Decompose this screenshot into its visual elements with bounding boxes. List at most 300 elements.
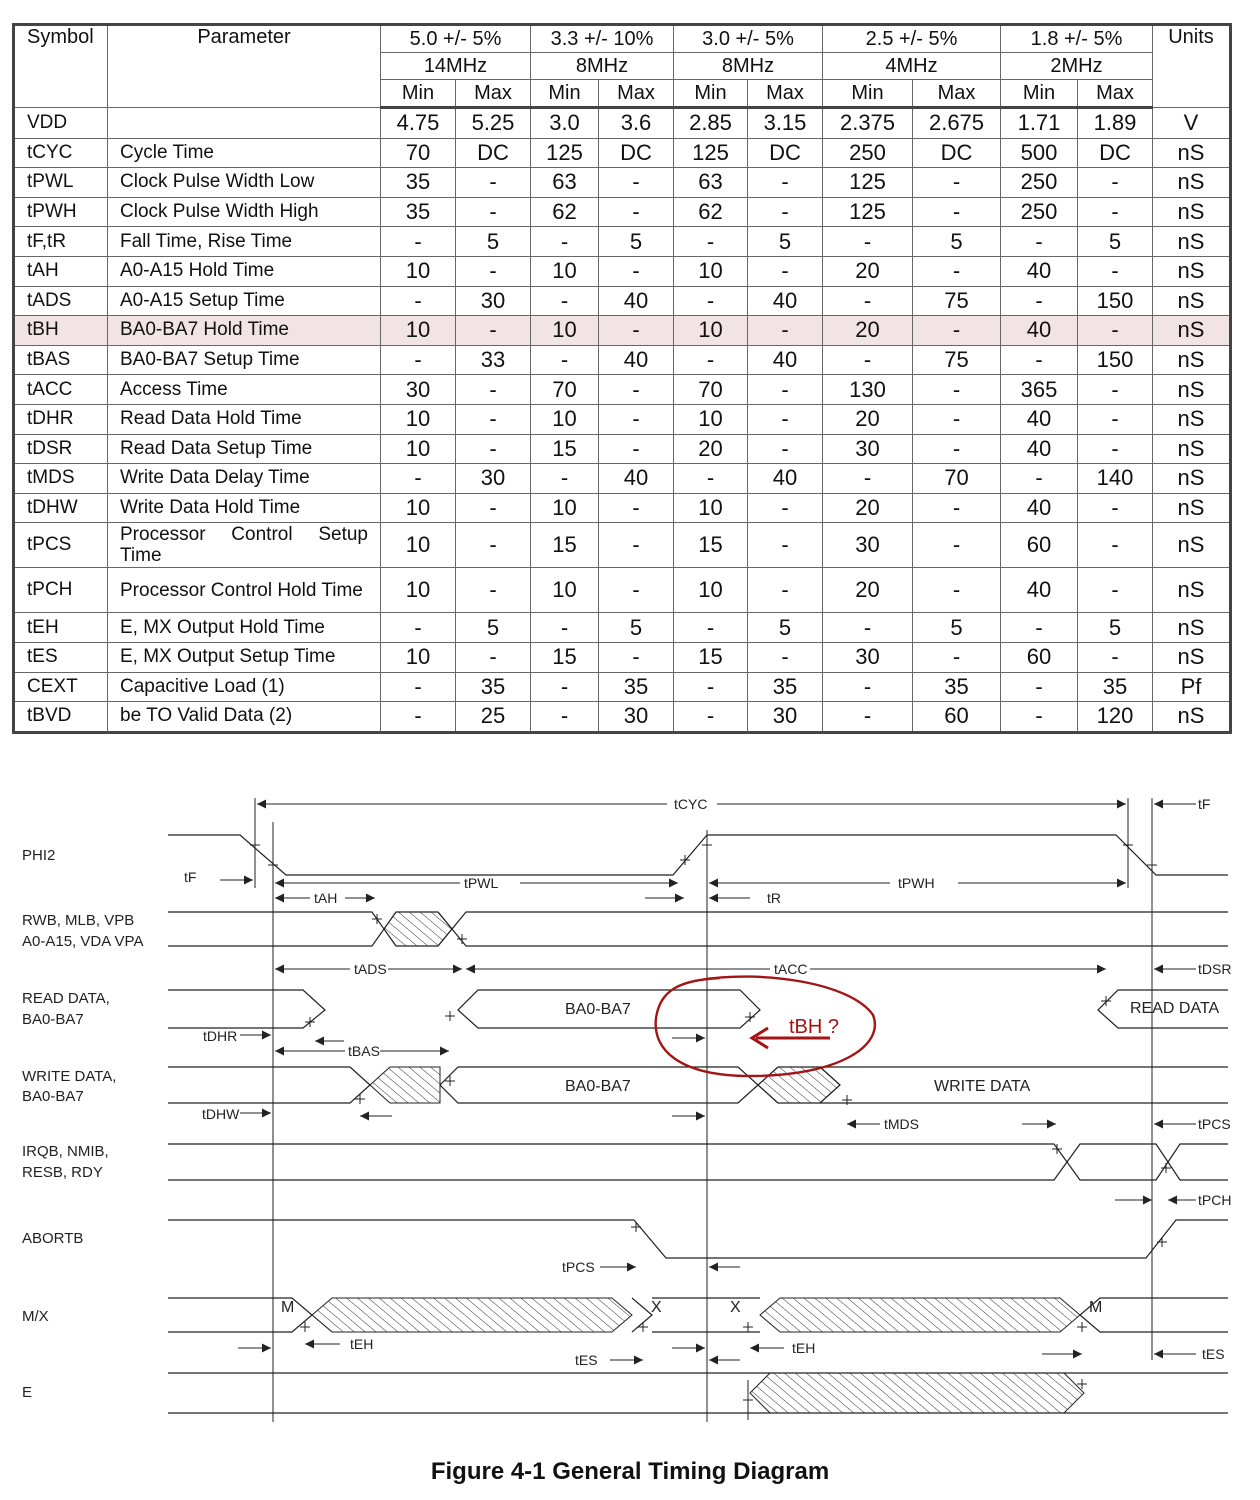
value-cell: 70 <box>674 375 748 405</box>
unit-cell: nS <box>1153 493 1231 523</box>
value-cell: - <box>456 197 531 227</box>
signal-write-ba-label: BA0-BA7 <box>22 1088 84 1105</box>
value-cell: - <box>913 256 1001 286</box>
value-cell: 15 <box>531 523 599 568</box>
value-cell: - <box>599 256 674 286</box>
value-cell: 40 <box>748 286 823 316</box>
table-row <box>14 493 1231 523</box>
value-cell: - <box>913 568 1001 613</box>
value-cell: 10 <box>531 404 599 434</box>
unit-cell: nS <box>1153 404 1231 434</box>
value-cell: 75 <box>913 345 1001 375</box>
value-cell: - <box>913 197 1001 227</box>
value-cell: - <box>674 613 748 643</box>
tpcs-mid-label: tPCS <box>562 1259 595 1275</box>
tbas-label: tBAS <box>348 1043 380 1059</box>
value-cell: - <box>381 672 456 702</box>
value-cell: 30 <box>381 375 456 405</box>
value-cell: - <box>599 434 674 464</box>
value-cell: 5 <box>456 227 531 257</box>
value-cell: 40 <box>1001 493 1078 523</box>
value-cell: 3.15 <box>748 108 823 139</box>
value-cell: 125 <box>823 168 913 198</box>
table-row <box>14 168 1231 198</box>
value-cell: 10 <box>381 568 456 613</box>
parameter-cell: be TO Valid Data (2) <box>108 702 381 733</box>
value-cell: - <box>456 642 531 672</box>
write-ba-bus-label: BA0-BA7 <box>565 1078 631 1095</box>
value-cell: - <box>913 316 1001 346</box>
value-cell: 63 <box>674 168 748 198</box>
value-cell: 15 <box>674 642 748 672</box>
value-cell: - <box>1078 168 1153 198</box>
value-cell: 150 <box>1078 286 1153 316</box>
value-cell: 5 <box>599 227 674 257</box>
signal-abortb-label: ABORTB <box>22 1230 84 1247</box>
signal-write-data-label: WRITE DATA, <box>22 1068 117 1085</box>
value-cell: 10 <box>381 256 456 286</box>
value-cell: 25 <box>456 702 531 733</box>
value-cell: 10 <box>674 493 748 523</box>
value-cell: - <box>599 642 674 672</box>
teh-first-label: tEH <box>350 1336 374 1352</box>
value-cell: - <box>823 345 913 375</box>
value-cell: - <box>748 168 823 198</box>
table-body <box>14 108 1231 733</box>
value-cell: - <box>1078 256 1153 286</box>
parameter-cell: Processor Control Setup Time <box>108 523 381 568</box>
value-cell: 35 <box>913 672 1001 702</box>
symbol-cell: tADS <box>14 286 108 316</box>
value-cell: - <box>1078 404 1153 434</box>
header-max: Max <box>748 80 823 108</box>
value-cell: - <box>1078 434 1153 464</box>
header-symbol: Symbol <box>14 25 108 108</box>
symbol-cell: tBAS <box>14 345 108 375</box>
value-cell: 5 <box>1078 613 1153 643</box>
table-row <box>14 613 1231 643</box>
value-cell: 33 <box>456 345 531 375</box>
symbol-cell: tDHR <box>14 404 108 434</box>
value-cell: 10 <box>381 434 456 464</box>
value-cell: - <box>823 672 913 702</box>
header-frequency: 8MHz <box>674 53 823 80</box>
table-row <box>14 523 1231 568</box>
value-cell: 130 <box>823 375 913 405</box>
read-data-bus-label: READ DATA <box>1130 1000 1220 1017</box>
value-cell: 20 <box>674 434 748 464</box>
header-max: Max <box>913 80 1001 108</box>
value-cell: - <box>913 375 1001 405</box>
tdhw-label: tDHW <box>202 1106 240 1122</box>
value-cell: - <box>381 227 456 257</box>
value-cell: 1.89 <box>1078 108 1153 139</box>
value-cell: 30 <box>823 523 913 568</box>
value-cell: - <box>599 316 674 346</box>
table-row <box>14 375 1231 405</box>
value-cell: - <box>531 464 599 494</box>
parameter-cell: Clock Pulse Width High <box>108 197 381 227</box>
tmds-label: tMDS <box>884 1116 919 1132</box>
tpwl-label: tPWL <box>464 875 499 891</box>
value-cell: - <box>823 613 913 643</box>
value-cell: 40 <box>1001 404 1078 434</box>
tacc-label: tACC <box>774 961 808 977</box>
value-cell: 62 <box>531 197 599 227</box>
value-cell: 3.6 <box>599 108 674 139</box>
symbol-cell: tPWL <box>14 168 108 198</box>
parameter-cell: Read Data Hold Time <box>108 404 381 434</box>
symbol-cell: tES <box>14 642 108 672</box>
value-cell: 40 <box>1001 434 1078 464</box>
annotation-circle <box>656 977 875 1076</box>
value-cell: 60 <box>1001 642 1078 672</box>
tads-label: tADS <box>354 961 387 977</box>
value-cell: - <box>1078 375 1153 405</box>
value-cell: - <box>456 493 531 523</box>
value-cell: - <box>674 672 748 702</box>
value-cell: 35 <box>599 672 674 702</box>
signal-address-label: A0-A15, VDA VPA <box>22 933 144 950</box>
value-cell: 5 <box>1078 227 1153 257</box>
value-cell: - <box>456 568 531 613</box>
value-cell: 1.71 <box>1001 108 1078 139</box>
table-row <box>14 316 1231 346</box>
signal-read-ba-label: BA0-BA7 <box>22 1011 84 1028</box>
value-cell: 5 <box>748 227 823 257</box>
table-row <box>14 286 1231 316</box>
tbh-question-label: tBH ? <box>789 1016 840 1038</box>
value-cell: 120 <box>1078 702 1153 733</box>
value-cell: - <box>1078 316 1153 346</box>
value-cell: - <box>599 197 674 227</box>
header-min: Min <box>1001 80 1078 108</box>
value-cell: - <box>531 702 599 733</box>
parameter-cell <box>108 108 381 139</box>
tpcs-right-label: tPCS <box>1198 1116 1231 1132</box>
value-cell: 40 <box>599 345 674 375</box>
value-cell: 15 <box>531 434 599 464</box>
parameter-cell: BA0-BA7 Setup Time <box>108 345 381 375</box>
symbol-cell: tDHW <box>14 493 108 523</box>
signal-rwb-label: RWB, MLB, VPB <box>22 912 135 929</box>
header-max: Max <box>456 80 531 108</box>
header-min: Min <box>823 80 913 108</box>
figure-caption: Figure 4-1 General Timing Diagram <box>430 1458 830 1485</box>
value-cell: - <box>748 316 823 346</box>
value-cell: - <box>1078 568 1153 613</box>
unit-cell: nS <box>1153 286 1231 316</box>
symbol-cell: VDD <box>14 108 108 139</box>
symbol-cell: tF,tR <box>14 227 108 257</box>
parameter-cell: Clock Pulse Width Low <box>108 168 381 198</box>
value-cell: 365 <box>1001 375 1078 405</box>
value-cell: - <box>531 227 599 257</box>
unit-cell: V <box>1153 108 1231 139</box>
value-cell: 35 <box>748 672 823 702</box>
unit-cell: nS <box>1153 434 1231 464</box>
value-cell: 15 <box>531 642 599 672</box>
value-cell: 20 <box>823 316 913 346</box>
table-row <box>14 256 1231 286</box>
value-cell: - <box>456 404 531 434</box>
table-row <box>14 672 1231 702</box>
value-cell: - <box>1001 286 1078 316</box>
parameter-cell: Read Data Setup Time <box>108 434 381 464</box>
value-cell: - <box>748 523 823 568</box>
table-row <box>14 464 1231 494</box>
mx-x-first-label: X <box>651 1299 662 1316</box>
table-row <box>14 227 1231 257</box>
value-cell: 250 <box>823 138 913 168</box>
tbh-annotation <box>656 977 875 1076</box>
value-cell: 40 <box>1001 316 1078 346</box>
tdhr-label: tDHR <box>203 1028 238 1044</box>
header-voltage: 3.3 +/- 10% <box>531 25 674 53</box>
value-cell: 125 <box>823 197 913 227</box>
abortb-waveform <box>168 1220 1228 1258</box>
tah-label: tAH <box>314 890 338 906</box>
table-row <box>14 138 1231 168</box>
value-cell: 10 <box>381 523 456 568</box>
table-row <box>14 568 1231 613</box>
mx-m-first-label: M <box>281 1299 295 1316</box>
value-cell: 10 <box>674 568 748 613</box>
address-waveform <box>168 912 1228 946</box>
value-cell: 125 <box>531 138 599 168</box>
value-cell: 30 <box>748 702 823 733</box>
unit-cell: nS <box>1153 138 1231 168</box>
value-cell: 10 <box>674 404 748 434</box>
table-row <box>14 404 1231 434</box>
parameter-cell: Processor Control Hold Time <box>108 568 381 613</box>
value-cell: 10 <box>531 568 599 613</box>
value-cell: 3.0 <box>531 108 599 139</box>
value-cell: - <box>748 256 823 286</box>
value-cell: - <box>1078 523 1153 568</box>
value-cell: 63 <box>531 168 599 198</box>
value-cell: - <box>674 227 748 257</box>
value-cell: - <box>674 464 748 494</box>
value-cell: - <box>531 286 599 316</box>
tf-top-label: tF <box>1198 796 1211 812</box>
value-cell: 35 <box>456 672 531 702</box>
value-cell: - <box>381 613 456 643</box>
header-voltage: 3.0 +/- 5% <box>674 25 823 53</box>
value-cell: - <box>1078 642 1153 672</box>
value-cell: - <box>1001 613 1078 643</box>
unit-cell: nS <box>1153 642 1231 672</box>
signal-irq-label: IRQB, NMIB, <box>22 1143 109 1160</box>
value-cell: - <box>599 168 674 198</box>
value-cell: - <box>456 256 531 286</box>
value-cell: 10 <box>381 316 456 346</box>
value-cell: 35 <box>381 197 456 227</box>
value-cell: 10 <box>531 493 599 523</box>
value-cell: 30 <box>823 642 913 672</box>
value-cell: 15 <box>674 523 748 568</box>
value-cell: DC <box>913 138 1001 168</box>
value-cell: - <box>748 642 823 672</box>
parameter-cell: Access Time <box>108 375 381 405</box>
unit-cell: nS <box>1153 168 1231 198</box>
unit-cell: nS <box>1153 613 1231 643</box>
symbol-cell: tDSR <box>14 434 108 464</box>
unit-cell: nS <box>1153 316 1231 346</box>
value-cell: 5 <box>599 613 674 643</box>
signal-read-data-label: READ DATA, <box>22 990 110 1007</box>
unit-cell: nS <box>1153 375 1231 405</box>
header-max: Max <box>1078 80 1153 108</box>
unit-cell: nS <box>1153 702 1231 733</box>
unit-cell: nS <box>1153 464 1231 494</box>
tpch-label: tPCH <box>1198 1192 1232 1208</box>
value-cell: - <box>748 568 823 613</box>
symbol-cell: tAH <box>14 256 108 286</box>
value-cell: - <box>381 286 456 316</box>
signal-labels <box>22 847 143 1401</box>
header-voltage: 1.8 +/- 5% <box>1001 25 1153 53</box>
value-cell: - <box>599 493 674 523</box>
value-cell: - <box>913 168 1001 198</box>
value-cell: 10 <box>674 316 748 346</box>
value-cell: 5 <box>748 613 823 643</box>
value-cell: - <box>674 345 748 375</box>
table-row <box>14 642 1231 672</box>
teh-second-label: tEH <box>792 1340 816 1356</box>
value-cell: - <box>823 464 913 494</box>
value-cell: - <box>823 702 913 733</box>
value-cell: - <box>1001 672 1078 702</box>
value-cell: 20 <box>823 256 913 286</box>
value-cell: - <box>1001 464 1078 494</box>
value-cell: 250 <box>1001 197 1078 227</box>
value-cell: 10 <box>381 493 456 523</box>
value-cell: - <box>913 434 1001 464</box>
value-cell: - <box>748 434 823 464</box>
unit-cell: nS <box>1153 568 1231 613</box>
unit-cell: nS <box>1153 523 1231 568</box>
value-cell: - <box>381 464 456 494</box>
read-ba-bus-label: BA0-BA7 <box>565 1001 631 1018</box>
value-cell: 30 <box>823 434 913 464</box>
value-cell: - <box>599 568 674 613</box>
value-cell: - <box>748 493 823 523</box>
tpwh-label: tPWH <box>898 875 935 891</box>
value-cell: - <box>456 434 531 464</box>
value-cell: - <box>599 523 674 568</box>
value-cell: - <box>1001 345 1078 375</box>
value-cell: DC <box>599 138 674 168</box>
value-cell: 250 <box>1001 168 1078 198</box>
write-data-waveform <box>168 1067 370 1103</box>
header-min: Min <box>674 80 748 108</box>
parameter-cell: Write Data Delay Time <box>108 464 381 494</box>
unit-cell: nS <box>1153 345 1231 375</box>
irq-waveform <box>168 1144 1228 1180</box>
parameter-cell: Cycle Time <box>108 138 381 168</box>
timing-spec-table <box>12 23 1232 734</box>
value-cell: 70 <box>531 375 599 405</box>
unit-cell: nS <box>1153 197 1231 227</box>
table-row <box>14 108 1231 139</box>
symbol-cell: tBVD <box>14 702 108 733</box>
timing-diagram <box>0 770 1260 1450</box>
value-cell: 5 <box>456 613 531 643</box>
value-cell: 40 <box>1001 256 1078 286</box>
tes-second-label: tES <box>1202 1346 1225 1362</box>
signal-mx-label: M/X <box>22 1308 49 1325</box>
value-cell: 40 <box>748 345 823 375</box>
signal-resb-label: RESB, RDY <box>22 1164 103 1181</box>
value-cell: 5 <box>913 227 1001 257</box>
read-data-waveform <box>168 990 325 1028</box>
table-row <box>14 702 1231 733</box>
header-frequency: 4MHz <box>823 53 1001 80</box>
value-cell: 10 <box>381 404 456 434</box>
hatched-regions <box>312 912 1084 1413</box>
value-cell: 30 <box>456 286 531 316</box>
symbol-cell: tPCS <box>14 523 108 568</box>
parameter-cell: Write Data Hold Time <box>108 493 381 523</box>
value-cell: 5.25 <box>456 108 531 139</box>
table-header <box>14 25 1231 108</box>
value-cell: DC <box>748 138 823 168</box>
symbol-cell: tPWH <box>14 197 108 227</box>
table-row <box>14 434 1231 464</box>
value-cell: 10 <box>531 316 599 346</box>
symbol-cell: tBH <box>14 316 108 346</box>
value-cell: 2.85 <box>674 108 748 139</box>
value-cell: - <box>531 672 599 702</box>
value-cell: - <box>531 345 599 375</box>
value-cell: - <box>748 197 823 227</box>
header-voltage: 2.5 +/- 5% <box>823 25 1001 53</box>
tes-first-label: tES <box>575 1352 598 1368</box>
value-cell: 20 <box>823 568 913 613</box>
value-cell: - <box>748 404 823 434</box>
value-cell: DC <box>1078 138 1153 168</box>
value-cell: - <box>599 404 674 434</box>
header-voltage: 5.0 +/- 5% <box>381 25 531 53</box>
value-cell: 5 <box>913 613 1001 643</box>
value-cell: - <box>531 613 599 643</box>
symbol-cell: tEH <box>14 613 108 643</box>
symbol-cell: tCYC <box>14 138 108 168</box>
mx-m-second-label: M <box>1089 1299 1103 1316</box>
mx-x-second-label: X <box>730 1299 741 1316</box>
value-cell: 125 <box>674 138 748 168</box>
unit-cell: Pf <box>1153 672 1231 702</box>
signal-phi2-label: PHI2 <box>22 847 56 864</box>
parameter-cell: A0-A15 Setup Time <box>108 286 381 316</box>
value-cell: - <box>674 702 748 733</box>
parameter-cell: E, MX Output Setup Time <box>108 642 381 672</box>
value-cell: 40 <box>1001 568 1078 613</box>
value-cell: 2.675 <box>913 108 1001 139</box>
header-min: Min <box>381 80 456 108</box>
value-cell: - <box>1078 197 1153 227</box>
value-cell: - <box>748 375 823 405</box>
value-cell: 35 <box>381 168 456 198</box>
value-cell: - <box>913 523 1001 568</box>
timing-labels <box>184 796 1231 1368</box>
value-cell: 20 <box>823 404 913 434</box>
unit-cell: nS <box>1153 256 1231 286</box>
value-cell: - <box>823 286 913 316</box>
tr-label: tR <box>767 890 781 906</box>
value-cell: 500 <box>1001 138 1078 168</box>
